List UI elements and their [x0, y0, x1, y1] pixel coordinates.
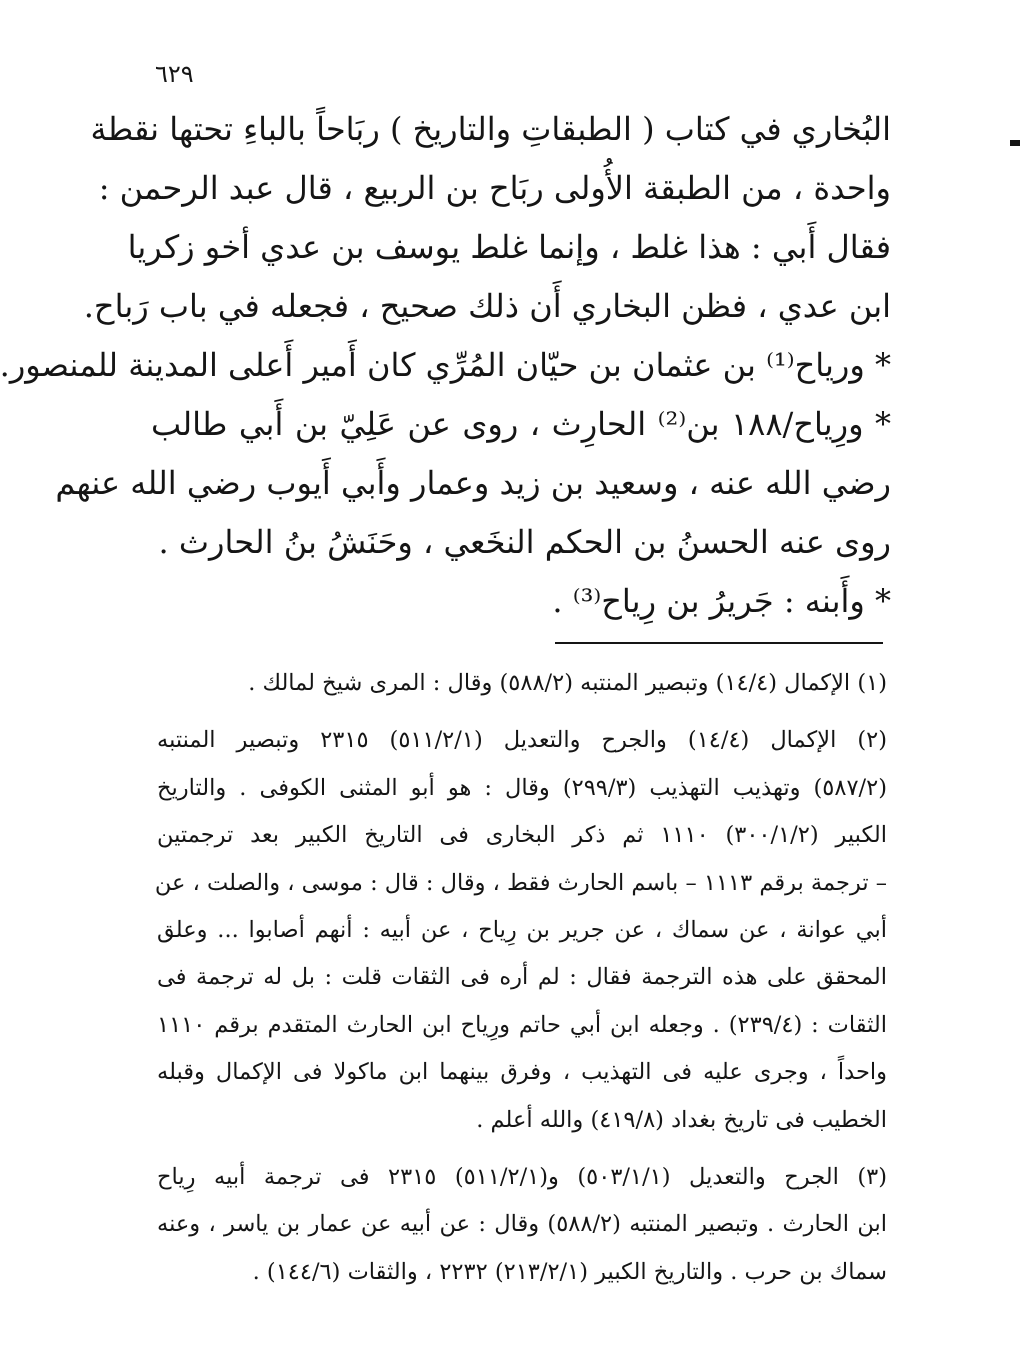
- main-text-line: * ورياح⁽¹⁾ بن عثمان بن حيّان المُرِّي كان أَمير أَعلى المدينة للمنصور.: [0, 346, 891, 384]
- footnotes-section: [154, 660, 887, 1296]
- footnote-separator: [555, 642, 883, 644]
- footnote-line: الثقات : (٢٣٩/٤) . وجعله ابن أبي حاتم ورِياح ابن الحارث المتقدم برقم ١١١٠: [157, 1011, 887, 1038]
- main-text-line: واحدة ، من الطبقة الأُولى ربَاح بن الربيع ، قال عبد الرحمن :: [98, 169, 891, 207]
- margin-mark: [1010, 140, 1020, 146]
- footnote-2: [154, 717, 887, 1144]
- footnote-3: [157, 1154, 887, 1296]
- footnote-line: واحداً ، وجرى عليه فى التهذيب ، وفرق بينهما ابن ماكولا فى الإكمال وقبله: [157, 1059, 887, 1086]
- footnote-line: – ترجمة برقم ١١١٣ – باسم الحارث فقط ، وقال : قال : موسى ، والصلت ، عن: [154, 869, 887, 896]
- main-text-line: * وأَبنه : جَريرُ بن رِياح⁽³⁾ .: [552, 582, 891, 620]
- footnote-line: (١) الإكمال (١٤/٤) وتبصير المنتبه (٥٨٨/٢) وقال : المرى شيخ لمالك .: [248, 670, 887, 696]
- footnote-line: (٣) الجرح والتعديل (٥٠٣/١/١) و(٥١١/٢/١) ٢٣١٥ فى ترجمة أبيه رِياح: [157, 1163, 887, 1190]
- main-text-line: روى عنه الحسنُ بن الحكم النخَعي ، وحَنَشُ بنُ الحارث .: [158, 523, 891, 561]
- footnote-gap: [157, 707, 887, 717]
- footnote-line: الكبير (٣٠٠/١/٢) ١١١٠ ثم ذكر البخارى فى التاريخ الكبير بعد ترجمتين: [157, 822, 887, 849]
- footnote-gap: [157, 1144, 887, 1154]
- main-text-line: البُخاري في كتاب ( الطبقاتِ والتاريخ ) ربَاحاً بالباءِ تحتها نقطة: [90, 110, 891, 148]
- footnote-line: أبي عوانة ، عن سماك ، عن جرير بن رِياح ، عن أبيه : أنهم أصابوا ... وعلق: [157, 916, 887, 943]
- footnote-line: (٥٨٧/٢) وتهذيب التهذيب (٢٩٩/٣) وقال : هو أبو المثنى الكوفى . والتاريخ: [157, 774, 887, 801]
- footnote-line: سماك بن حرب . والتاريخ الكبير (٢١٣/٢/١) ٢٢٣٢ ، والثقات (١٤٤/٦) .: [252, 1258, 887, 1285]
- main-text-body: [0, 100, 892, 631]
- footnote-line: ابن الحارث . وتبصير المنتبه (٥٨٨/٢) وقال : عن أبيه عن عمار بن ياسر ، وعنه: [157, 1211, 887, 1238]
- main-text-line: فقال أَبي : هذا غلط ، وإنما غلط يوسف بن عدي أخو زكريا: [127, 228, 891, 266]
- footnote-1: [157, 660, 887, 707]
- footnote-line: الخطيب فى تاريخ بغداد (٤١٩/٨) والله أعلم .: [476, 1106, 887, 1133]
- main-text-line: * ورِياح/١٨٨ بن⁽²⁾ الحارِث ، روى عن عَلِيّ بن أَبي طالب: [151, 405, 892, 443]
- footnote-line: المحقق على هذه الترجمة فقال : لم أره فى الثقات قلت : بل له ترجمة فى: [157, 964, 887, 991]
- main-text-line: ابن عدي ، فظن البخاري أَن ذلك صحيح ، فجعله في باب رَباح.: [83, 287, 891, 325]
- main-text-line: رضي الله عنه ، وسعيد بن زيد وعمار وأَبي أَيوب رضي الله عنهم: [55, 464, 891, 502]
- footnote-line: (٢) الإكمال (١٤/٤) والجرح والتعديل (٥١١/٢/١) ٢٣١٥ وتبصير المنتبه: [157, 727, 887, 754]
- page-number: ٦٢٩: [155, 60, 194, 88]
